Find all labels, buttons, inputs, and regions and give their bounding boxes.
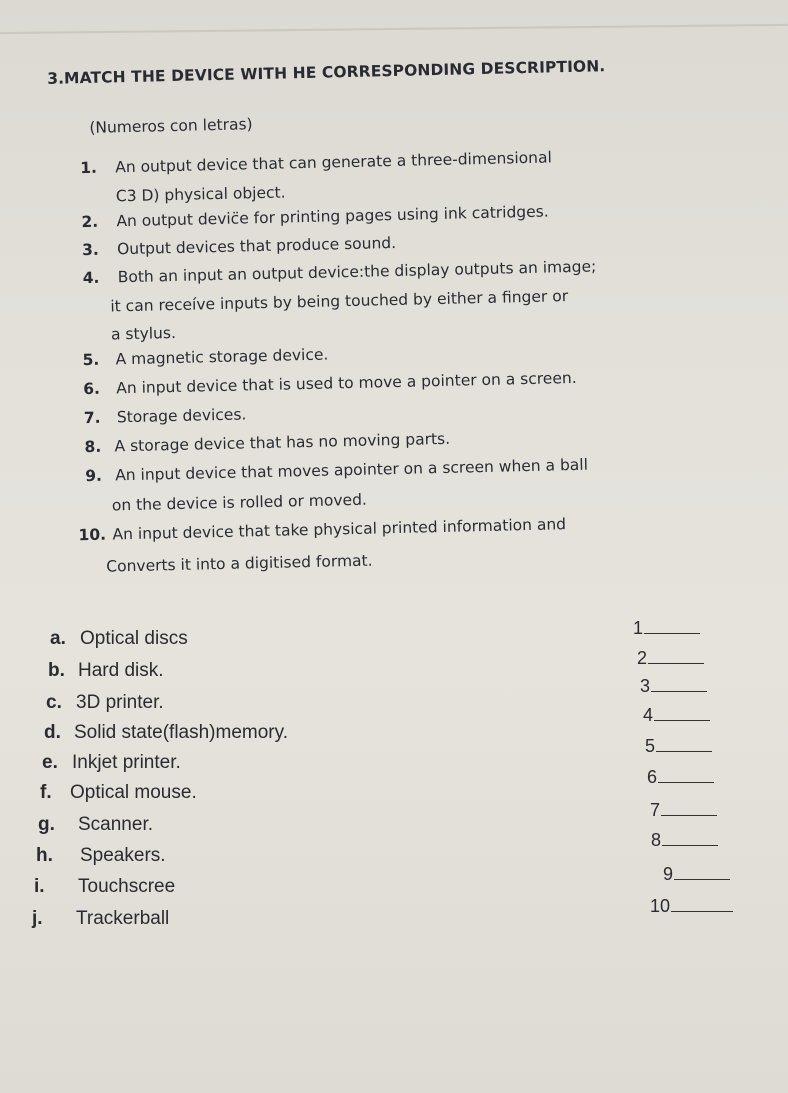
question-4 bbox=[82, 257, 597, 344]
answer-line[interactable] bbox=[658, 768, 714, 783]
option-f bbox=[40, 782, 197, 804]
option-text: Scanner. bbox=[78, 814, 153, 835]
answer-number: 6 bbox=[647, 767, 658, 787]
answer-line[interactable] bbox=[654, 706, 710, 721]
answer-blank-10[interactable] bbox=[650, 896, 733, 917]
answer-line[interactable] bbox=[651, 677, 707, 692]
option-letter: f. bbox=[40, 782, 52, 803]
question-number: 3. bbox=[81, 240, 99, 260]
question-9 bbox=[85, 455, 589, 515]
question-number: 9. bbox=[85, 466, 103, 486]
option-c bbox=[46, 692, 164, 714]
option-b bbox=[48, 660, 164, 682]
question-number: 7. bbox=[83, 408, 101, 428]
answer-number: 4 bbox=[643, 705, 654, 725]
answer-line[interactable] bbox=[648, 649, 704, 664]
option-text: Hard disk. bbox=[78, 660, 164, 681]
option-letter: a. bbox=[50, 628, 66, 649]
option-text: 3D printer. bbox=[76, 692, 164, 713]
option-text: Optical mouse. bbox=[70, 782, 197, 803]
option-text: Optical discs bbox=[80, 628, 188, 649]
question-text-continued: on the device is rolled or moved. bbox=[111, 490, 368, 515]
option-i bbox=[34, 876, 175, 898]
question-text: A storage device that has no moving parts. bbox=[114, 429, 451, 456]
question-2 bbox=[81, 202, 549, 231]
question-number: 2. bbox=[81, 212, 99, 232]
answer-line[interactable] bbox=[674, 865, 730, 880]
question-text: Storage devices. bbox=[116, 405, 247, 427]
question-number: 6. bbox=[83, 379, 101, 399]
question-number: 4. bbox=[82, 268, 100, 288]
option-letter: j. bbox=[32, 908, 43, 929]
question-text: An input device that moves apointer on a screen when a ball bbox=[115, 455, 589, 485]
answer-number: 2 bbox=[637, 648, 648, 668]
question-text-continued: a stylus. bbox=[110, 323, 177, 344]
answer-blank-5[interactable] bbox=[645, 736, 712, 757]
answer-number: 7 bbox=[650, 800, 661, 820]
question-number: 5. bbox=[82, 350, 100, 370]
question-text: Both an input an output device:the display outputs an image; bbox=[117, 257, 597, 287]
question-7 bbox=[84, 405, 247, 427]
option-d bbox=[44, 722, 288, 744]
answer-blank-7[interactable] bbox=[650, 800, 717, 821]
answer-line[interactable] bbox=[661, 801, 717, 816]
question-8 bbox=[84, 430, 450, 456]
exercise-instruction: (Numeros con letras) bbox=[89, 115, 253, 137]
option-letter: i. bbox=[34, 876, 45, 897]
question-text-continued: C3 D) physical object. bbox=[115, 183, 286, 206]
option-letter: d. bbox=[44, 722, 61, 743]
exercise-heading: 3.MATCH THE DEVICE WITH HE CORRESPONDING DESCRIPTION. bbox=[46, 57, 606, 88]
option-h bbox=[36, 845, 166, 867]
option-g bbox=[38, 814, 153, 836]
option-text: Speakers. bbox=[80, 845, 166, 866]
question-5 bbox=[82, 346, 328, 370]
question-6 bbox=[83, 369, 577, 398]
answer-blank-8[interactable] bbox=[651, 830, 718, 851]
option-a bbox=[50, 628, 188, 650]
option-text: Inkjet printer. bbox=[72, 752, 181, 773]
question-text: Output devices that produce sound. bbox=[116, 233, 397, 259]
answer-line[interactable] bbox=[662, 831, 718, 846]
option-text: Solid state(flash)memory. bbox=[74, 722, 288, 743]
answer-blank-3[interactable] bbox=[640, 676, 707, 697]
question-text: A magnetic storage device. bbox=[115, 345, 329, 369]
question-number: 10. bbox=[78, 525, 107, 545]
question-text: An output device that can generate a three-dimensional bbox=[115, 148, 553, 177]
answer-blank-1[interactable] bbox=[633, 618, 700, 639]
answer-number: 10 bbox=[650, 896, 671, 916]
question-number: 8. bbox=[84, 437, 102, 457]
option-letter: g. bbox=[38, 814, 55, 835]
answer-line[interactable] bbox=[671, 897, 733, 912]
question-3 bbox=[82, 234, 396, 259]
option-text: Touchscree bbox=[78, 876, 176, 897]
answer-blank-9[interactable] bbox=[663, 864, 730, 885]
option-j bbox=[32, 908, 169, 930]
question-text: An input device that is used to move a pointer on a screen. bbox=[116, 368, 577, 398]
question-text: An input device that take physical printed information and bbox=[112, 515, 567, 544]
answer-number: 8 bbox=[651, 830, 662, 850]
option-e bbox=[42, 752, 181, 774]
question-1 bbox=[80, 148, 553, 206]
answer-blank-4[interactable] bbox=[643, 705, 710, 726]
option-letter: h. bbox=[36, 845, 53, 866]
answer-number: 1 bbox=[633, 618, 644, 638]
paper-fold-line bbox=[0, 24, 788, 34]
answer-blank-2[interactable] bbox=[637, 648, 704, 669]
option-letter: b. bbox=[48, 660, 65, 681]
question-text: An output devic̈e for printing pages using ink catridges. bbox=[116, 202, 549, 231]
answer-number: 5 bbox=[645, 736, 656, 756]
answer-line[interactable] bbox=[656, 737, 712, 752]
question-text-continued: it can receíve inputs by being touched by either a finger or bbox=[110, 287, 569, 316]
answer-number: 3 bbox=[640, 676, 651, 696]
question-number: 1. bbox=[80, 158, 98, 178]
question-10 bbox=[78, 515, 567, 576]
answer-number: 9 bbox=[663, 864, 674, 884]
question-text-continued: Converts it into a digitised format. bbox=[106, 551, 373, 576]
answer-line[interactable] bbox=[644, 619, 700, 634]
option-text: Trackerball bbox=[76, 908, 170, 929]
option-letter: c. bbox=[46, 692, 62, 713]
answer-blank-6[interactable] bbox=[647, 767, 714, 788]
option-letter: e. bbox=[42, 752, 58, 773]
